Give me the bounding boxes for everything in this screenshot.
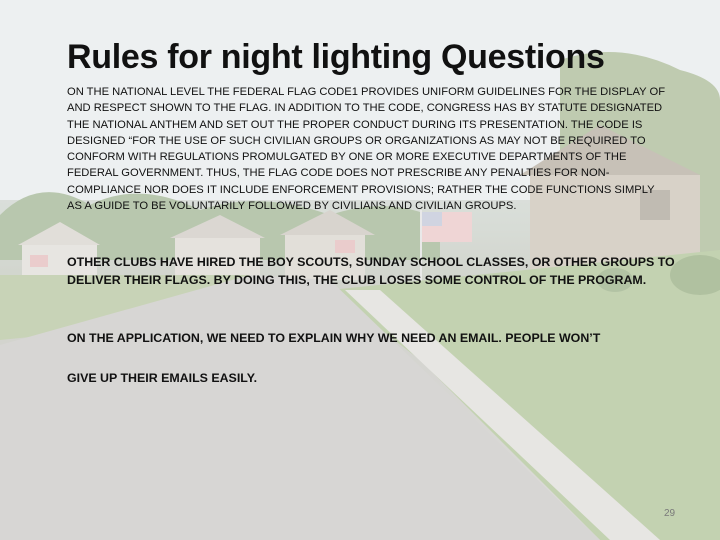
other-clubs-paragraph: OTHER CLUBS HAVE HIRED THE BOY SCOUTS, SUNDAY SCHOOL CLASSES, OR OTHER GROUPS TO DELIVER THEIR FLAGS. BY DOING THIS, THE CLUB LOSES SOME CONTROL OF THE PROGRAM. (67, 255, 675, 287)
application-email-paragraph: ON THE APPLICATION, WE NEED TO EXPLAIN WHY WE NEED AN EMAIL. PEOPLE WON’T (67, 331, 601, 345)
emails-easily-paragraph: GIVE UP THEIR EMAILS EASILY. (67, 371, 258, 385)
page-number: 29 (664, 508, 676, 519)
flag-code-paragraph: ON THE NATIONAL LEVEL THE FEDERAL FLAG CODE1 PROVIDES UNIFORM GUIDELINES FOR THE DISPLAY OF AND RESPECT SHOWN TO THE FLAG. IN ADDITION TO THE CODE, CONGRESS HAS BY STATUTE DESIGNATED THE NATIONAL ANTHEM AND SET OUT THE PROPER CONDUCT DURING ITS PRESENTATION. THE CODE IS DESIGNED “FOR THE USE OF SUCH CIVILIAN GROUPS OR ORGANIZATIONS AS MAY NOT BE REQUIRED TO CONFORM WITH REGULATIONS PROMULGATED BY ONE OR MORE EXECUTIVE DEPARTMENTS OF THE FEDERAL GOVERNMENT. THUS, THE FLAG CODE DOES NOT PRESCRIBE ANY PENALTIES FOR NON-COMPLIANCE NOR DOES IT INCLUDE ENFORCEMENT PROVISIONS; RATHER THE CODE FUNCTIONS SIMPLY AS A GUIDE TO BE VOLUNTARILY FOLLOWED BY CIVILIANS AND CIVILIAN GROUPS. (67, 86, 666, 213)
slide-title: Rules for night lighting Questions (67, 38, 605, 76)
